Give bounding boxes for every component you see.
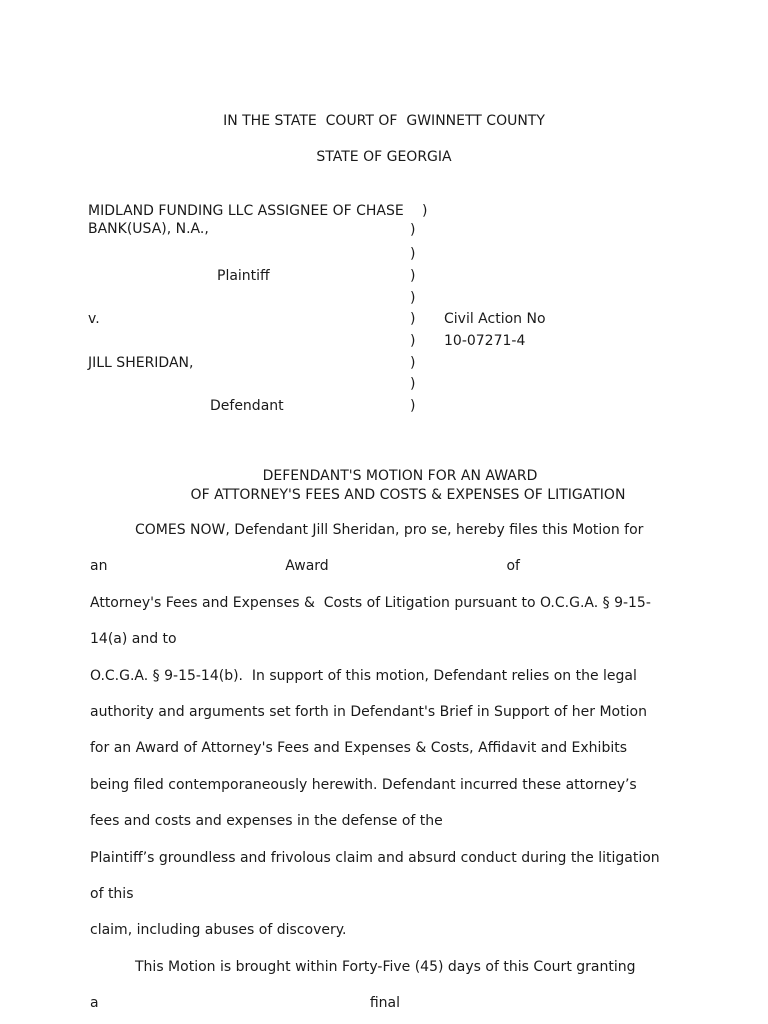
body-word: of [506, 558, 520, 574]
civil-action-number: 10-07271-4 [444, 333, 526, 349]
plaintiff-name-line2: BANK(USA), N.A., [88, 221, 209, 237]
body-word: an [90, 558, 108, 574]
body-line-justified [90, 557, 520, 575]
caption-paren: ) [410, 311, 416, 327]
defendant-name: JILL SHERIDAN, [88, 355, 194, 371]
caption-paren: ) [410, 268, 416, 284]
caption-paren: ) [410, 246, 416, 262]
body-line: for an Award of Attorney's Fees and Expenses & Costs, Affidavit and Exhibits [90, 740, 628, 756]
body-line: This Motion is brought within Forty-Five (45) days of this Court granting [135, 959, 636, 975]
defendant-role: Defendant [210, 398, 284, 414]
body-line: being filed contemporaneously herewith. Defendant incurred these attorney’s [90, 777, 637, 793]
body-line: 14(a) and to [90, 631, 177, 647]
body-line: claim, including abuses of discovery. [90, 922, 347, 938]
caption-paren: ) [422, 203, 428, 219]
body-line: of this [90, 886, 134, 902]
court-heading: IN THE STATE COURT OF GWINNETT COUNTY [223, 113, 545, 129]
body-line-justified [90, 994, 400, 1012]
body-line: Attorney's Fees and Expenses & Costs of Litigation pursuant to O.C.G.A. § 9-15- [90, 595, 651, 611]
plaintiff-role: Plaintiff [217, 268, 270, 284]
body-line: authority and arguments set forth in Defendant's Brief in Support of her Motion [90, 704, 647, 720]
motion-title-line1: DEFENDANT'S MOTION FOR AN AWARD [262, 468, 538, 484]
body-line: COMES NOW, Defendant Jill Sheridan, pro se, hereby files this Motion for [135, 522, 644, 538]
body-word: Award [285, 558, 329, 574]
state-heading: STATE OF GEORGIA [316, 149, 452, 165]
body-word: final [369, 995, 400, 1011]
civil-action-label: Civil Action No [444, 311, 546, 327]
body-line: Plaintiff’s groundless and frivolous claim and absurd conduct during the litigation [90, 850, 660, 866]
caption-paren: ) [410, 376, 416, 392]
caption-paren: ) [410, 398, 416, 414]
body-word: a [90, 995, 99, 1011]
versus-label: v. [88, 311, 100, 327]
body-line: fees and costs and expenses in the defense of the [90, 813, 443, 829]
caption-paren: ) [410, 290, 416, 306]
caption-paren: ) [410, 222, 416, 238]
caption-paren: ) [410, 355, 416, 371]
caption-paren: ) [410, 333, 416, 349]
plaintiff-name-line1: MIDLAND FUNDING LLC ASSIGNEE OF CHASE [88, 203, 404, 219]
motion-title-line2: OF ATTORNEY'S FEES AND COSTS & EXPENSES OF LITIGATION [190, 487, 626, 503]
body-line: O.C.G.A. § 9-15-14(b). In support of this motion, Defendant relies on the legal [90, 668, 637, 684]
